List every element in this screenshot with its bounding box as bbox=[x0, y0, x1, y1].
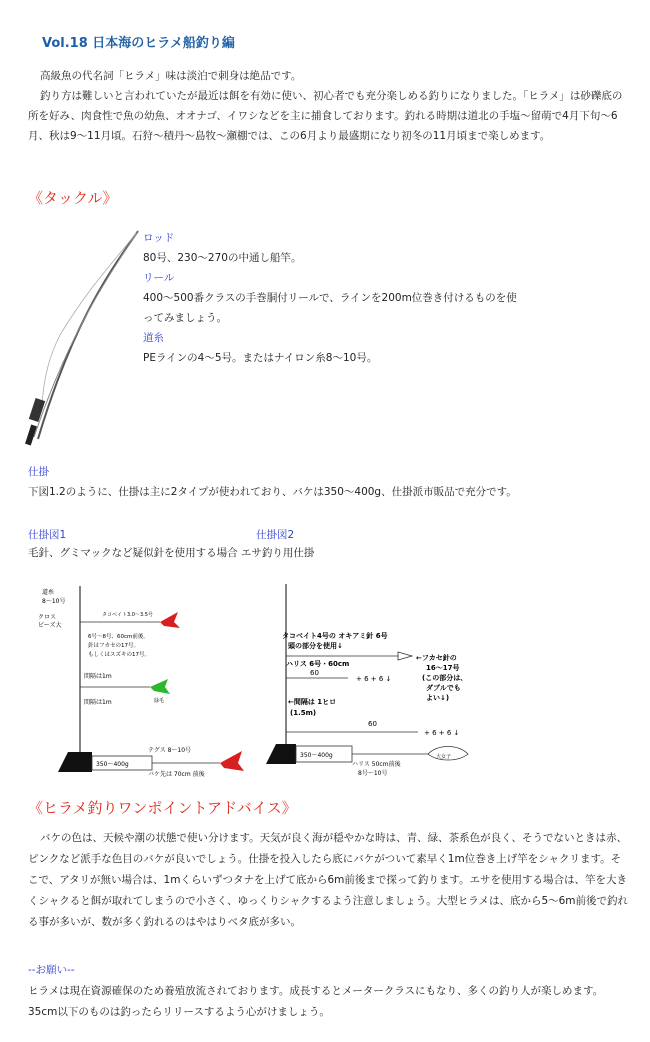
d2-harris2: ハリス 50cm前後 bbox=[352, 761, 401, 768]
d1-bake: バケ先は 70cm 前後 bbox=[148, 771, 205, 778]
line-label: 道糸 bbox=[143, 332, 164, 344]
d1-tegusu: テグス 8～10号 bbox=[148, 747, 192, 754]
request-label: --お願い-- bbox=[28, 964, 75, 976]
advice-text bbox=[28, 828, 630, 933]
line-text: PEラインの4～5号。またはナイロン糸8～10号。 bbox=[143, 352, 378, 364]
d1-bead2: ビーズ大 bbox=[38, 622, 62, 629]
d2-fukase4: ダブルでも bbox=[426, 684, 461, 692]
page-title: Vol.18 日本海のヒラメ船釣り編 bbox=[42, 36, 235, 51]
d1-mainline: 道糸 bbox=[42, 589, 55, 596]
d2-interval2: (1.5m) bbox=[290, 709, 317, 717]
sinker-icon bbox=[58, 752, 92, 772]
fishing-rod-illustration bbox=[20, 225, 145, 450]
d1-branch2: 針はフカセの17号。 bbox=[88, 643, 139, 649]
rig-text: 下図1.2のように、仕掛は主に2タイプが使われており、バケは350～400g、仕掛派市販品で充分です。 bbox=[28, 486, 517, 498]
d2-note1: タコベイト4号の オキアミ針 6号 bbox=[282, 632, 388, 640]
advice-paragraph: バケの色は、天候や潮の状態で使い分けます。天気が良く海が穏やかな時は、青、緑、茶系色が良く、そうでないときは赤、ピンクなど派手な色目のバケが良いでしょう。仕掛を投入したら底にバケがついて素早く1m位巻き上げ竿をシャクリます。そこで、アタリが無い場合は、1mくらいずつタナを上げて底から6m前後まで探って釣ります。エサを使用する場合は、竿を大きくシャクると餌が取れてしまうので小さく、ゆっくりシャクするよう注意しましょう。大型ヒラメは、底から5～6m前後で釣れる事が多いが、数が多く釣れるのはやはりベタ底が多い。 bbox=[28, 832, 629, 928]
rod-text: 80号、230～270の中通し船竿。 bbox=[143, 252, 302, 264]
d1-interval1: 間隔は1m bbox=[84, 673, 112, 680]
d2-note2: 頭の部分を使用↓ bbox=[288, 642, 343, 650]
d2-sinker: 350～400g bbox=[300, 752, 333, 759]
d2-joints: + 6 + 6 ↓ bbox=[356, 675, 392, 683]
d1-octopus: タコベイト3.0～3.5号 bbox=[102, 612, 153, 618]
d2-fukase1: ←フカセ針の bbox=[416, 654, 457, 662]
d2-bait: 大女子 bbox=[436, 754, 452, 760]
tackle-heading: 《タックル》 bbox=[28, 189, 118, 207]
d2-len60b: 60 bbox=[368, 720, 377, 728]
d2-fukase2: 16～17号 bbox=[426, 664, 460, 672]
reel-text: 400～500番クラスの手巻胴付リールで、ラインを200m位巻き付けるものを使ってみましょう。 bbox=[143, 292, 517, 324]
fig2-label: 仕掛図2 bbox=[256, 529, 295, 541]
d2-interval1: ←間隔は 1ヒロ bbox=[288, 698, 337, 706]
red-lure-icon bbox=[160, 612, 180, 628]
intro-text bbox=[28, 66, 628, 146]
intro-line-2: 釣り方は難しいと言われていたが最近は餌を有効に使い、初心者でも充分楽しめる釣りになりました。「ヒラメ」は砂礫底の所を好み、肉食性で魚の幼魚、オオナゴ、イワシなどを主に捕食しております。釣れる時期は道北の手塩～留萌で4月下旬～6月、秋は9～11月頃。石狩～積丹～島牧～瀬棚では、この6月より最盛期になり初冬の11月頃まで楽しめます。 bbox=[28, 90, 623, 142]
intro-line-1: 高級魚の代名詞「ヒラメ」味は淡泊で刺身は絶品です。 bbox=[40, 70, 302, 82]
d1-sinker: 350～400g bbox=[96, 761, 129, 768]
request-section bbox=[28, 960, 630, 1023]
d1-mainline-size: 8～10号 bbox=[42, 598, 66, 605]
d2-len60a: 60 bbox=[310, 669, 319, 677]
sinker2-icon bbox=[266, 744, 296, 764]
d2-fukase3: (この部分は、 bbox=[422, 674, 468, 682]
tackle-details bbox=[143, 228, 523, 368]
d1-green: 緑毛 bbox=[154, 698, 165, 704]
d2-harris: ハリス 6号・60cm bbox=[286, 660, 350, 668]
rod-label: ロッド bbox=[143, 232, 175, 244]
d1-branch1: 6号～8号、60cm前後。 bbox=[88, 634, 149, 640]
d2-fukase5: よい↓) bbox=[426, 694, 450, 702]
rig-diagram-2 bbox=[258, 580, 498, 780]
d1-interval2: 間隔は1m bbox=[84, 699, 112, 706]
request-text: ヒラメは現在資源確保のため養殖放流されております。成長するとメータークラスにもなり、多くの釣り人が楽しめます。35cm以下のものは釣ったらリリースするよう心がけましょう。 bbox=[28, 985, 604, 1018]
rig-description: 毛針、グミマックなど疑似針を使用する場合 エサ釣り用仕掛 bbox=[28, 547, 315, 559]
rig-diagram-1 bbox=[30, 580, 260, 780]
reel-icon bbox=[29, 398, 45, 422]
fig1-label: 仕掛図1 bbox=[28, 529, 67, 541]
d1-branch3: もしくはスズキの17号。 bbox=[88, 652, 150, 658]
rig-section bbox=[28, 462, 628, 502]
advice-heading: 《ヒラメ釣りワンポイントアドバイス》 bbox=[28, 799, 297, 817]
d2-harris3: 8号～10号 bbox=[358, 770, 388, 777]
reel-label: リール bbox=[143, 272, 175, 284]
d2-joints2: + 6 + 6 ↓ bbox=[424, 729, 460, 737]
green-lure-icon bbox=[150, 679, 170, 694]
d1-bead: クロス bbox=[38, 614, 57, 621]
rig-label: 仕掛 bbox=[28, 466, 49, 478]
